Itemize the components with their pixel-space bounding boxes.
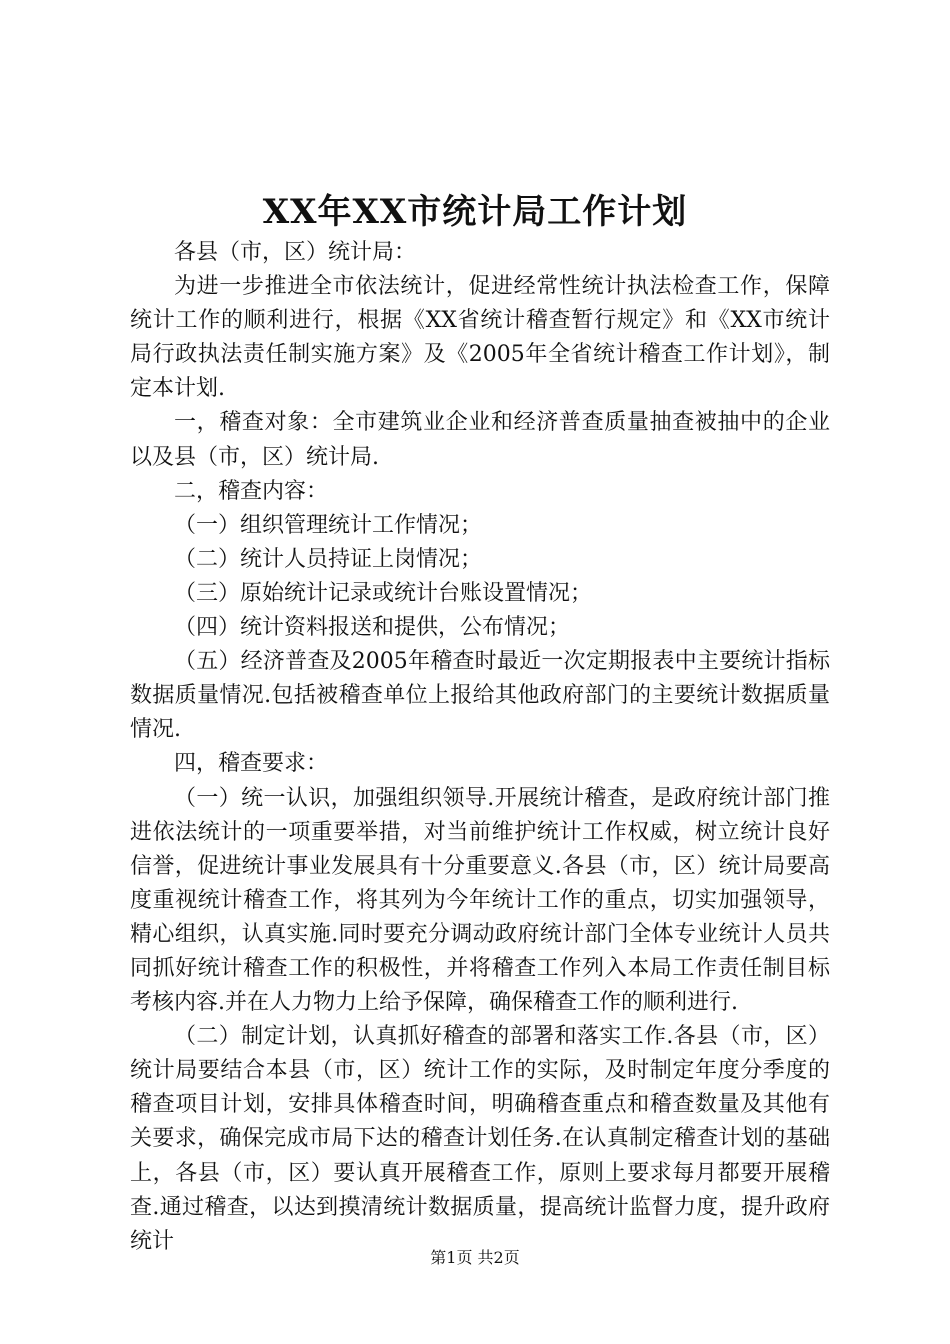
content-item-3: （三）原始统计记录或统计台账设置情况； bbox=[174, 580, 593, 606]
content-item-5: （五）经济普查及2005年稽查时最近一次定期报表中主要统计指标数据质量情况.包括被稽查单位上报给其他政府部门的主要统计数据质量情况. bbox=[130, 649, 830, 743]
section-inspection-requirements-heading: 四，稽查要求： bbox=[174, 751, 329, 777]
page-footer: 第1页 共2页 bbox=[430, 1248, 520, 1267]
content-item-4: （四）统计资料报送和提供，公布情况； bbox=[174, 615, 571, 641]
document-title: XX年XX市统计局工作计划 bbox=[262, 192, 688, 232]
content-item-2: （二）统计人员持证上岗情况； bbox=[174, 546, 483, 572]
section-inspection-targets: 一，稽查对象：全市建筑业企业和经济普查质量抽查被抽中的企业以及县（市，区）统计局. bbox=[130, 410, 830, 470]
requirement-item-2: （二）制定计划，认真抓好稽查的部署和落实工作.各县（市，区）统计局要结合本县（市，区）统计工作的实际，及时制定年度分季度的稽查项目计划，安排具体稽查时间，明确稽查重点和稽查数量及其他有关要求，确保完成市局下达的稽查计划任务.在认真制定稽查计划的基础上，各县（市，区）要认真开展稽查工作，原则上要求每月都要开展稽查.通过稽查，以达到摸清统计数据质量，提高统计监督力度，提升政府统计 bbox=[130, 1024, 830, 1254]
section-inspection-content-heading: 二，稽查内容： bbox=[174, 478, 329, 504]
requirement-item-1: （一）统一认识，加强组织领导.开展统计稽查，是政府统计部门推进依法统计的一项重要举措，对当前维护统计工作权威，树立统计良好信誉，促进统计事业发展具有十分重要意义.各县（市，区）统计局要高度重视统计稽查工作，将其列为今年统计工作的重点，切实加强领导，精心组织，认真实施.同时要充分调动政府统计部门全体专业统计人员共同抓好统计稽查工作的积极性，并将稽查工作列入本局工作责任制目标考核内容.并在人力物力上给予保障，确保稽查工作的顺利进行. bbox=[130, 785, 830, 1016]
salutation: 各县（市，区）统计局： bbox=[174, 240, 417, 265]
intro-paragraph: 为进一步推进全市依法统计，促进经常性统计执法检查工作，保障统计工作的顺利进行，根据《XX省统计稽查暂行规定》和《XX市统计局行政执法责任制实施方案》及《2005年全省统计稽查工作计划》，制定本计划. bbox=[130, 274, 830, 402]
document-body bbox=[130, 236, 830, 1259]
content-item-1: （一）组织管理统计工作情况； bbox=[174, 512, 483, 538]
